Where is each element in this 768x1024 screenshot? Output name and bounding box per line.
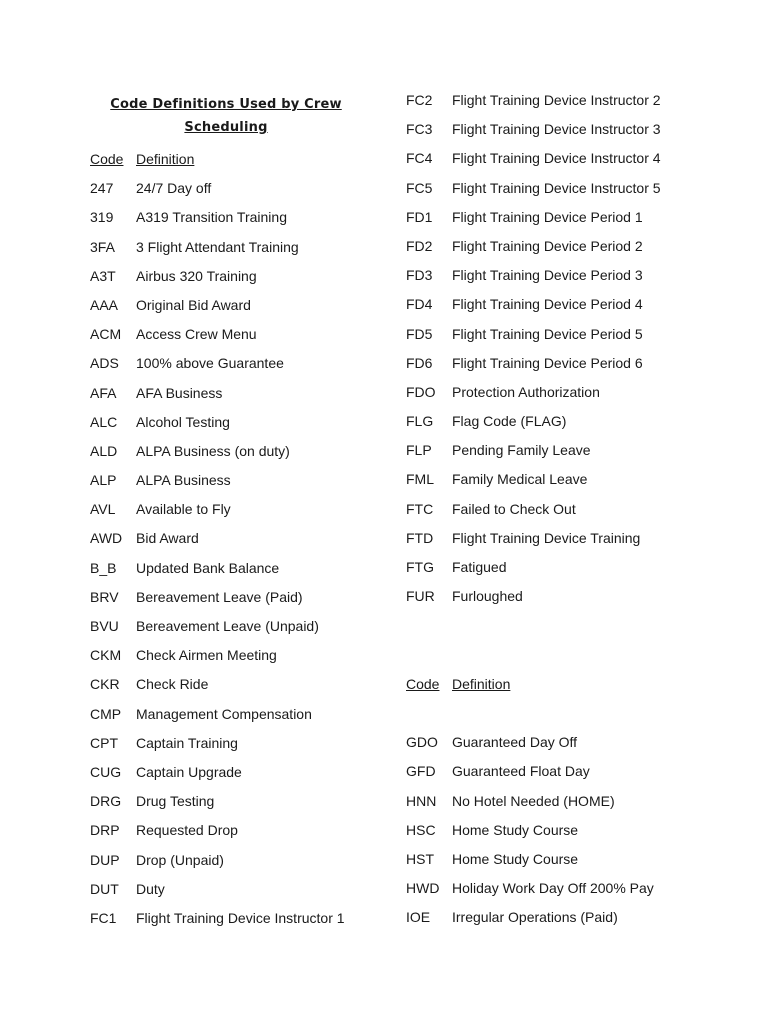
definition-cell: Guaranteed Float Day — [452, 763, 590, 780]
table-row — [406, 144, 661, 173]
definition-cell: Flight Training Device Period 3 — [452, 267, 643, 284]
left-rows — [90, 174, 345, 933]
definition-cell: Flight Training Device Period 1 — [452, 208, 643, 225]
code-cell: AWD — [90, 530, 123, 547]
code-cell: FC3 — [406, 121, 433, 138]
table-row — [90, 670, 345, 699]
table-row — [90, 262, 345, 291]
definition-header: Definition — [452, 675, 511, 692]
table-row — [406, 203, 661, 232]
definition-cell: Home Study Course — [452, 821, 579, 838]
code-cell: FD3 — [406, 267, 433, 284]
code-cell: AAA — [90, 296, 119, 313]
code-cell: FD1 — [406, 208, 433, 225]
definition-cell: Flight Training Device Instructor 5 — [452, 179, 661, 196]
page-title: Code Definitions Used by Crew Scheduling — [110, 97, 342, 135]
code-cell: FD4 — [406, 296, 433, 313]
definition-cell: Flight Training Device Instructor 1 — [136, 909, 345, 926]
code-cell: FLP — [406, 442, 432, 459]
code-header: Code — [90, 151, 124, 167]
code-cell: FLG — [406, 413, 434, 430]
code-cell: DUT — [90, 880, 119, 897]
code-cell: CKR — [90, 676, 120, 693]
code-cell: BRV — [90, 588, 119, 605]
table-row — [406, 582, 661, 611]
table-row — [90, 612, 345, 641]
table-row — [90, 816, 345, 845]
definition-cell: Guaranteed Day Off — [452, 734, 578, 751]
code-cell: HST — [406, 850, 434, 867]
definition-cell: Holiday Work Day Off 200% Pay — [452, 880, 654, 897]
definition-cell: Pending Family Leave — [452, 442, 591, 459]
code-cell: BVU — [90, 618, 119, 634]
definition-cell: Furloughed — [452, 588, 523, 605]
table-row — [90, 349, 345, 378]
definition-cell: Flag Code (FLAG) — [452, 413, 567, 430]
definition-cell: Management Compensation — [136, 705, 312, 722]
table-row — [406, 86, 661, 115]
code-cell: HSC — [406, 821, 436, 838]
code-cell: FC2 — [406, 92, 433, 108]
code-cell: FTG — [406, 559, 434, 575]
code-cell: FC1 — [90, 909, 117, 926]
definition-cell: ALPA Business (on duty) — [136, 442, 290, 459]
definition-cell: Check Airmen Meeting — [136, 647, 277, 664]
table-row — [90, 203, 345, 232]
blank-row — [406, 699, 661, 728]
definition-cell: Access Crew Menu — [136, 326, 257, 343]
code-cell: FC4 — [406, 150, 433, 167]
code-cell: DUP — [90, 851, 120, 868]
code-cell: FTD — [406, 529, 434, 546]
definition-cell: Flight Training Device Period 5 — [452, 325, 643, 342]
code-cell: FUR — [406, 588, 435, 605]
definition-cell: Flight Training Device Instructor 3 — [452, 121, 661, 138]
table-row — [90, 729, 345, 758]
definition-cell: Bereavement Leave (Unpaid) — [136, 618, 319, 634]
definition-cell: Available to Fly — [136, 501, 231, 518]
table-row — [406, 728, 661, 757]
code-cell: FDO — [406, 383, 436, 400]
blank-row — [406, 641, 661, 670]
definition-cell: Flight Training Device Period 6 — [452, 354, 643, 371]
code-cell: AFA — [90, 384, 117, 401]
table-header — [90, 145, 345, 174]
table-row — [406, 465, 661, 494]
definition-cell: 100% above Guarantee — [136, 355, 284, 372]
code-cell: CPT — [90, 734, 118, 751]
definition-cell: Bereavement Leave (Paid) — [136, 588, 303, 605]
table-row — [406, 261, 661, 290]
table-row — [406, 757, 661, 786]
table-row — [90, 758, 345, 787]
blank-row — [406, 611, 661, 640]
definition-cell: Failed to Check Out — [452, 500, 576, 517]
table-row — [406, 349, 661, 378]
table-row — [90, 787, 345, 816]
code-cell: CUG — [90, 763, 122, 780]
code-header: Code — [406, 675, 440, 692]
table-row — [406, 407, 661, 436]
definition-cell: 24/7 Day off — [136, 180, 212, 197]
left-column — [90, 145, 345, 933]
definition-cell: Family Medical Leave — [452, 471, 588, 488]
definition-cell: AFA Business — [136, 384, 223, 401]
table-header — [406, 670, 661, 699]
table-row — [90, 554, 345, 583]
code-cell: ADS — [90, 355, 119, 372]
code-cell: 247 — [90, 180, 114, 197]
definition-cell: Flight Training Device Instructor 4 — [452, 150, 661, 167]
code-cell: A3T — [90, 267, 116, 284]
table-row — [406, 436, 661, 465]
code-cell: ALP — [90, 472, 117, 489]
table-row — [406, 115, 661, 144]
definition-cell: Duty — [136, 880, 165, 897]
table-row — [406, 524, 661, 553]
code-cell: FML — [406, 471, 434, 488]
code-cell: 319 — [90, 209, 114, 226]
table-row — [90, 700, 345, 729]
table-row — [406, 320, 661, 349]
code-cell: CKM — [90, 647, 122, 664]
definition-cell: Drop (Unpaid) — [136, 851, 224, 868]
code-cell: IOE — [406, 909, 431, 926]
code-cell: FD6 — [406, 354, 433, 371]
code-cell: HWD — [406, 880, 440, 897]
code-cell: 3FA — [90, 238, 115, 255]
code-cell: DRP — [90, 822, 120, 839]
definition-cell: Flight Training Device Period 4 — [452, 296, 643, 313]
table-row — [90, 524, 345, 553]
table-row — [406, 553, 661, 582]
definition-cell: Bid Award — [136, 530, 199, 547]
definition-cell: Airbus 320 Training — [136, 267, 257, 284]
table-row — [406, 290, 661, 319]
table-row — [406, 816, 661, 845]
definition-cell: Home Study Course — [452, 850, 579, 867]
definition-header: Definition — [136, 151, 195, 167]
definition-cell: Requested Drop — [136, 822, 238, 839]
definition-cell: Flight Training Device Instructor 2 — [452, 92, 661, 108]
table-row — [90, 846, 345, 875]
definition-cell: Flight Training Device Training — [452, 529, 641, 546]
table-row — [406, 378, 661, 407]
table-row — [406, 495, 661, 524]
table-row — [90, 641, 345, 670]
table-row — [90, 379, 345, 408]
definition-cell: Irregular Operations (Paid) — [452, 909, 618, 926]
definition-cell: Original Bid Award — [136, 296, 251, 313]
table-row — [90, 320, 345, 349]
table-row — [406, 232, 661, 261]
table-row — [90, 583, 345, 612]
right-bottom-rows — [406, 728, 661, 932]
table-row — [406, 845, 661, 874]
table-row — [406, 174, 661, 203]
definition-cell: Fatigued — [452, 559, 507, 575]
code-cell: AVL — [90, 501, 116, 518]
table-row — [90, 291, 345, 320]
code-cell: ALC — [90, 413, 118, 430]
code-cell: B_B — [90, 559, 117, 576]
table-row — [90, 466, 345, 495]
definition-cell: Captain Training — [136, 734, 238, 751]
table-row — [90, 437, 345, 466]
code-cell: CMP — [90, 705, 122, 722]
code-cell: ACM — [90, 326, 122, 343]
definition-cell: Captain Upgrade — [136, 763, 242, 780]
definition-cell: A319 Transition Training — [136, 209, 287, 226]
code-cell: FD5 — [406, 325, 433, 342]
table-row — [90, 233, 345, 262]
definition-cell: Protection Authorization — [452, 383, 600, 400]
code-cell: FC5 — [406, 179, 433, 196]
definition-cell: Alcohol Testing — [136, 413, 230, 430]
code-cell: HNN — [406, 792, 437, 809]
definition-cell: Updated Bank Balance — [136, 559, 280, 576]
table-row — [90, 875, 345, 904]
table-row — [90, 174, 345, 203]
table-row — [90, 904, 345, 933]
right-top-rows — [406, 86, 661, 611]
table-row — [406, 903, 661, 932]
right-column — [406, 86, 661, 932]
code-cell: DRG — [90, 793, 122, 810]
definition-cell: ALPA Business — [136, 472, 231, 489]
code-cell: ALD — [90, 442, 118, 459]
definition-cell: Flight Training Device Period 2 — [452, 237, 643, 254]
code-cell: GFD — [406, 763, 436, 780]
table-row — [90, 408, 345, 437]
code-cell: FD2 — [406, 237, 433, 254]
definition-cell: Check Ride — [136, 676, 209, 693]
table-row — [406, 874, 661, 903]
definition-cell: No Hotel Needed (HOME) — [452, 792, 615, 809]
definition-cell: 3 Flight Attendant Training — [136, 238, 299, 255]
code-cell: FTC — [406, 500, 434, 517]
table-row — [90, 495, 345, 524]
table-row — [406, 787, 661, 816]
definition-cell: Drug Testing — [136, 793, 215, 810]
code-cell: GDO — [406, 734, 438, 751]
